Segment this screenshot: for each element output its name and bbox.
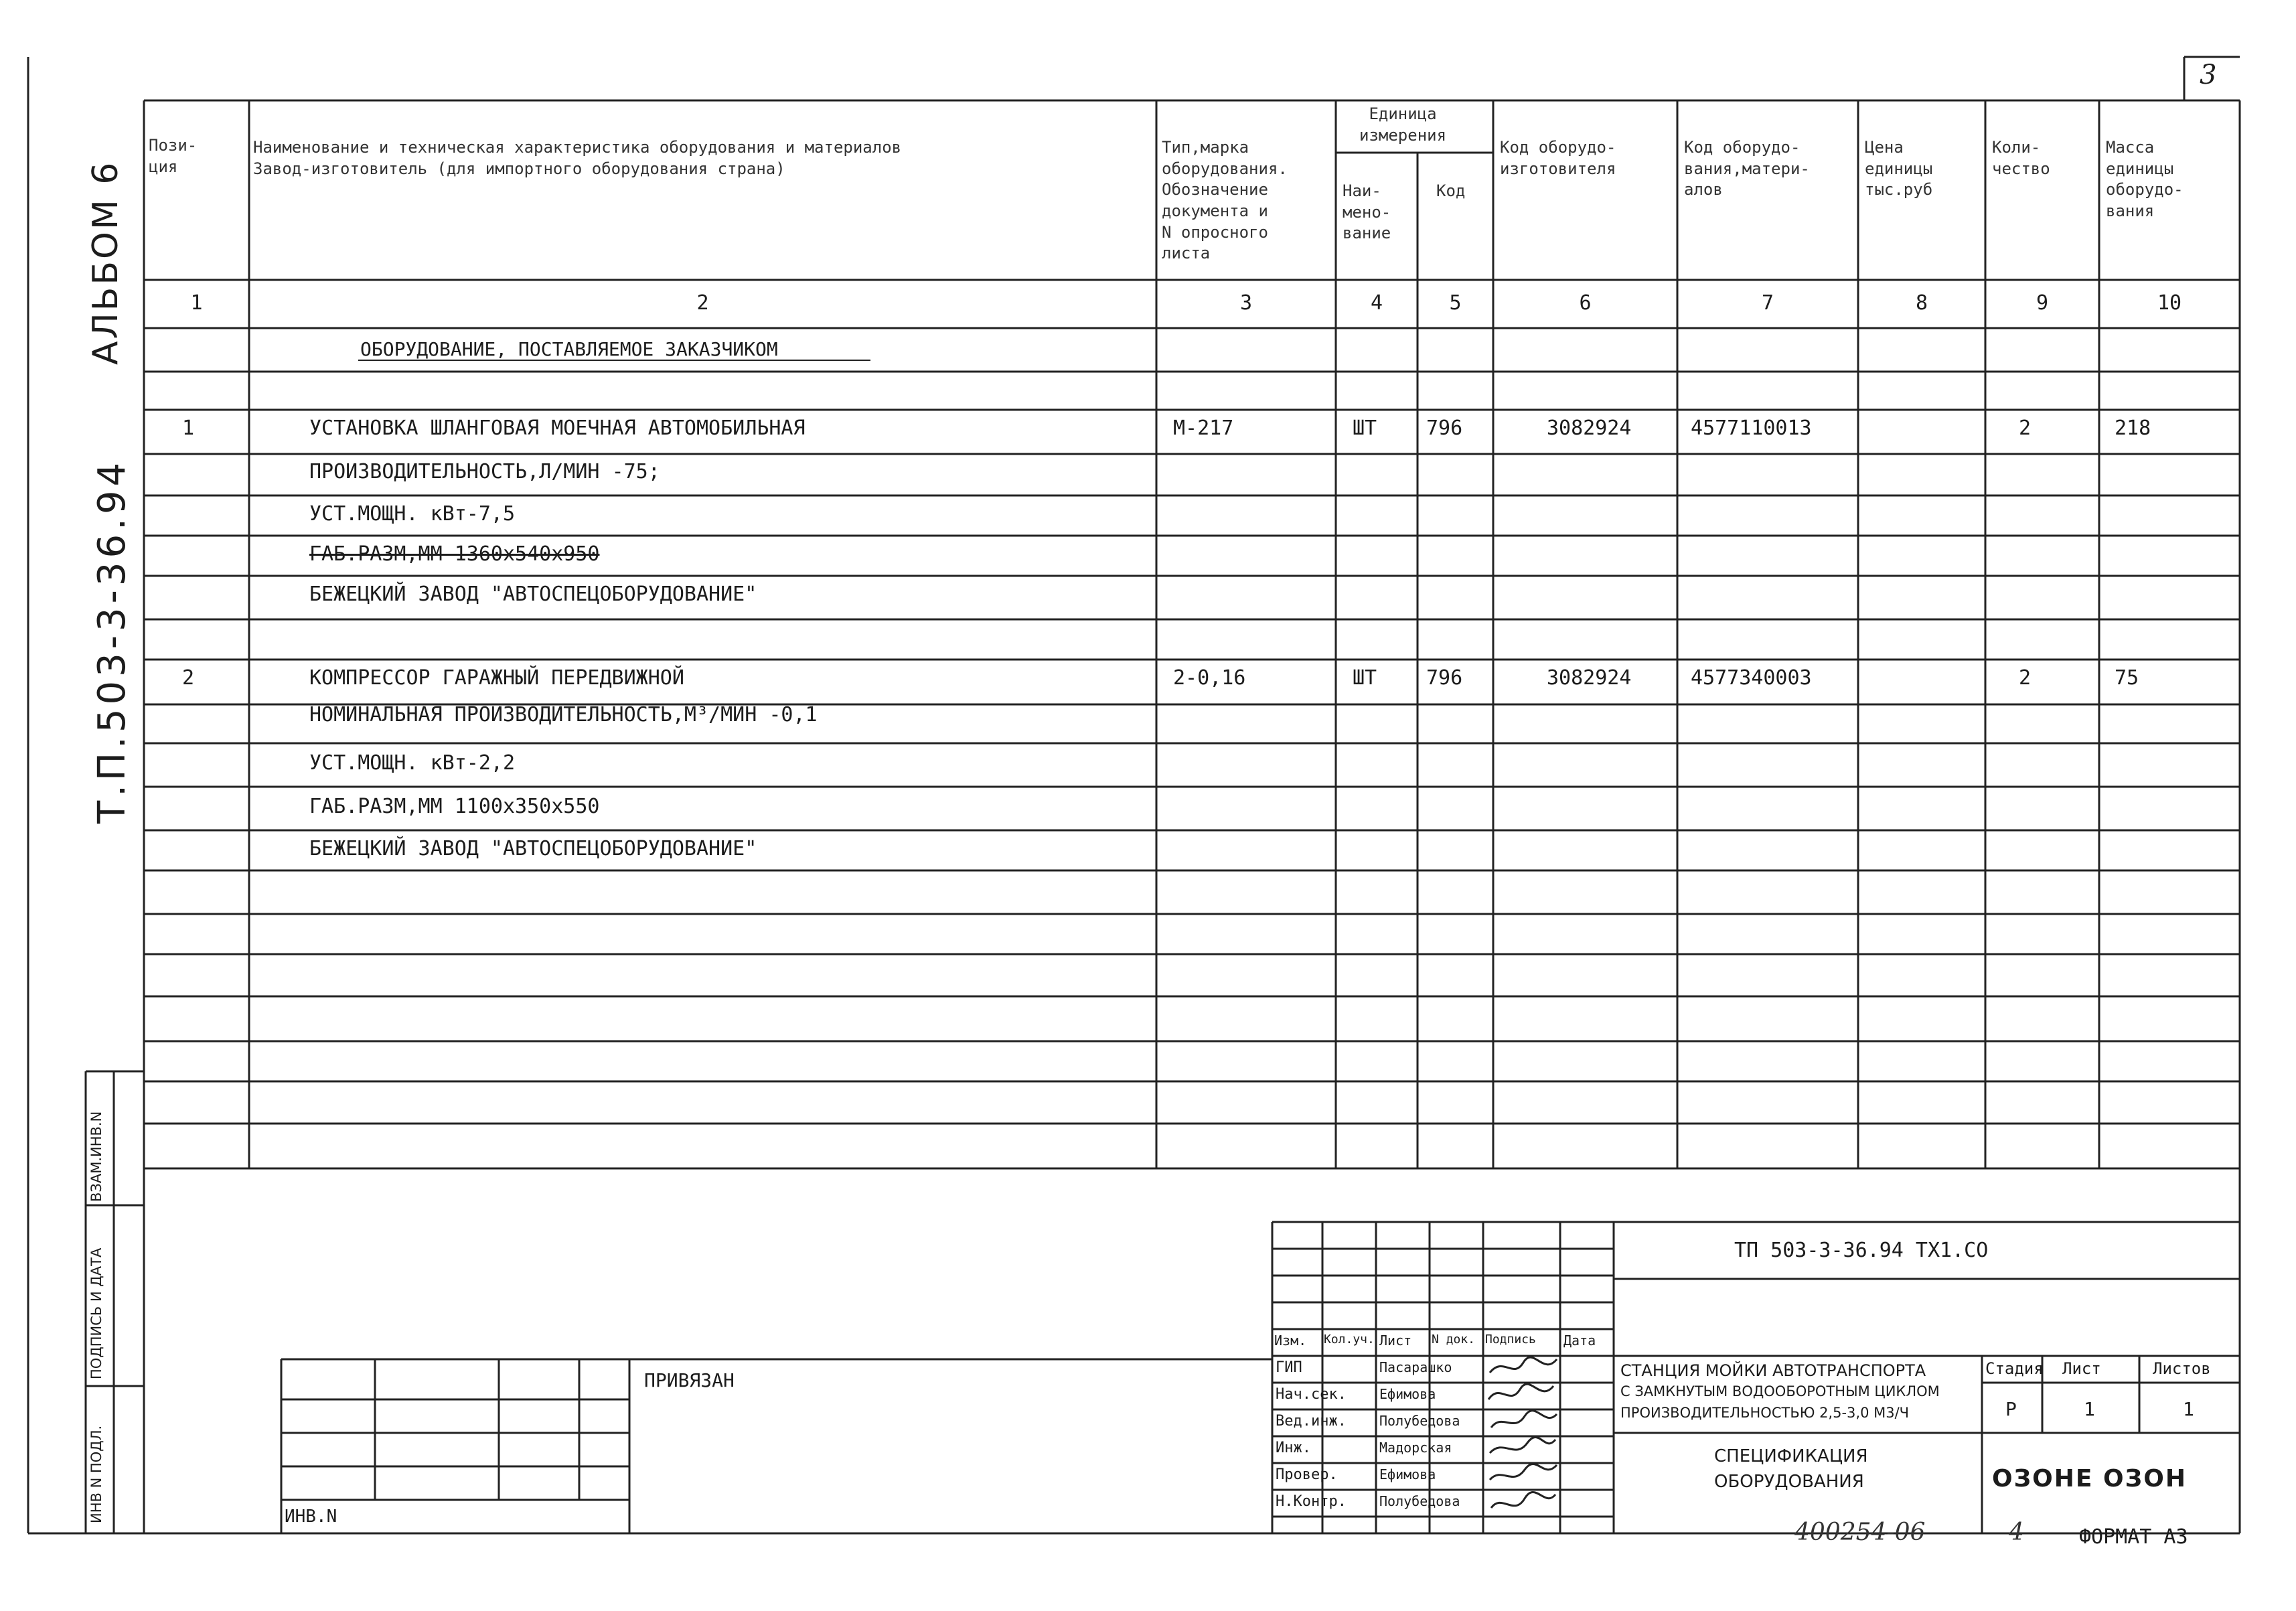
tb-role: Н.Контр. [1276,1493,1347,1510]
page-number: 4 [2009,1519,2024,1546]
item-1-unit-code: 796 [1426,416,1463,440]
sheet-title-line: СПЕЦИФИКАЦИЯ [1714,1446,1868,1466]
stamp-label-signature-date: ПОДПИСЬ И ДАТА [88,1247,104,1379]
header-unit-name: Наи- мено- вание [1343,181,1391,243]
header-mass: Масса единицы оборудо- вания [2106,138,2184,221]
item-2-spec-line: НОМИНАЛЬНАЯ ПРОИЗВОДИТЕЛЬНОСТЬ,М³/МИН -0,1 [309,703,818,726]
tb-col-data: Дата [1563,1332,1596,1349]
object-title-line: С ЗАМКНУТЫМ ВОДООБОРОТНЫМ ЦИКЛОМ [1620,1383,1940,1399]
col-number-2: 2 [696,291,709,315]
item-2-spec-line: ГАБ.РАЗМ,ММ 1100х350х550 [309,795,600,818]
col-number-4: 4 [1370,291,1383,315]
header-price: Цена единицы тыс.руб [1865,138,1933,200]
object-title-line: ПРОИЗВОДИТЕЛЬНОСТЬЮ 2,5-3,0 М3/Ч [1620,1405,1910,1421]
item-2-spec-line: УСТ.МОЩН. кВт-2,2 [309,751,516,775]
tb-role: Вед.инж. [1276,1413,1347,1430]
item-2-name: КОМПРЕССОР ГАРАЖНЫЙ ПЕРЕДВИЖНОЙ [309,666,684,690]
organization-logo [1992,1460,2233,1500]
item-1-quantity: 2 [2019,416,2032,440]
privyazan-label: ПРИВЯЗАН [644,1369,735,1391]
object-title-line: СТАНЦИЯ МОЙКИ АВТОТРАНСПОРТА [1620,1361,1926,1380]
col-number-6: 6 [1579,291,1592,315]
tb-role: Нач.сек. [1276,1386,1347,1403]
inv-label: ИНВ.N [285,1507,337,1527]
item-1-name: УСТАНОВКА ШЛАНГОВАЯ МОЕЧНАЯ АВТОМОБИЛЬНАЯ [309,416,806,440]
header-unit-group: Единица измерения [1359,104,1447,145]
item-2-unit: ШТ [1353,666,1377,690]
tb-col-list: Лист [1379,1332,1412,1349]
corner-sheet-number: 3 [2200,60,2217,90]
stamp-label-inv-podl: ИНВ N ПОДЛ. [88,1425,104,1523]
header-type: Тип,марка оборудования. Обозначение документа и N опросного листа [1162,138,1288,263]
tb-col-kol-uch: Кол.уч. [1324,1332,1375,1347]
tb-role: Инж. [1276,1440,1311,1456]
header-name: Наименование и техническая характеристика оборудования и материалов Завод-изготовитель (для импортного оборудования страна) [253,138,902,178]
sheets-value: 1 [2183,1398,2194,1420]
item-2-mass: 75 [2115,666,2139,690]
header-mfr-code: Код оборудо- изготовителя [1500,138,1616,178]
col-number-1: 1 [190,291,203,315]
project-code-vertical: Т.П.503-3-36.94 [90,458,134,824]
header-quantity: Коли- чество [1992,138,2050,178]
col-number-5: 5 [1449,291,1462,315]
format-label: ФОРМАТ А3 [2079,1525,2188,1549]
stage-value: Р [2005,1398,2017,1420]
col-number-10: 10 [2157,291,2182,315]
col-number-7: 7 [1761,291,1774,315]
item-1-mfr-code: 3082924 [1547,416,1632,440]
header-position: Пози- ция [149,136,198,176]
col-number-3: 3 [1239,291,1253,315]
doc-code: ТП 503-3-36.94 ТХ1.СО [1734,1239,1989,1262]
item-1-mass: 218 [2115,416,2151,440]
tb-role: Провер. [1276,1466,1338,1483]
col-number-8: 8 [1915,291,1928,315]
archive-number: 400254-06 [1794,1519,1926,1546]
tb-person: Ефимова [1379,1386,1436,1402]
item-2-unit-code: 796 [1426,666,1463,690]
item-2-equip-code: 4577340003 [1691,666,1812,690]
item-2-mfr-code: 3082924 [1547,666,1632,690]
tb-col-n-dok: N док. [1432,1332,1476,1347]
item-1-spec-line: УСТ.МОЩН. кВт-7,5 [309,502,516,526]
tb-person: Полубедова [1379,1493,1460,1509]
stamp-label-vzam-inv: ВЗАМ.ИНВ.N [88,1111,104,1202]
album-label: АЛЬБОМ 6 [86,160,126,365]
col-number-9: 9 [2036,291,2049,315]
item-2-type: 2-0,16 [1173,666,1246,690]
tb-col-izm: Изм. [1274,1332,1307,1349]
sheets-label: Листов [2153,1359,2211,1378]
item-2-position: 2 [182,666,195,690]
organization-name: ОЗОНЕ ОЗОН [1992,1465,2187,1492]
sheet-value: 1 [2084,1398,2095,1420]
item-1-position: 1 [182,416,195,440]
item-1-spec-line: ПРОИЗВОДИТЕЛЬНОСТЬ,Л/МИН -75; [309,460,660,483]
section-title: ОБОРУДОВАНИЕ, ПОСТАВЛЯЕМОЕ ЗАКАЗЧИКОМ [360,338,778,360]
tb-person: Полубедова [1379,1413,1460,1429]
item-1-type: М-217 [1173,416,1234,440]
tb-col-podpis: Подпись [1485,1332,1536,1347]
item-1-equip-code: 4577110013 [1691,416,1812,440]
item-1-unit: ШТ [1353,416,1377,440]
item-1-manufacturer: БЕЖЕЦКИЙ ЗАВОД "АВТОСПЕЦОБОРУДОВАНИЕ" [309,583,757,606]
header-unit-code: Код [1436,181,1466,200]
item-1-spec-line-struck: ГАБ.РАЗМ,ММ-1360х540х950 [309,542,600,566]
item-2-manufacturer: БЕЖЕЦКИЙ ЗАВОД "АВТОСПЕЦОБОРУДОВАНИЕ" [309,837,757,860]
tb-person: Пасарашко [1379,1359,1452,1375]
tb-role: ГИП [1276,1359,1302,1376]
signatures [1483,1353,1563,1533]
stage-label: Стадия [1985,1359,2044,1378]
sheet-label: Лист [2062,1359,2101,1378]
item-2-quantity: 2 [2019,666,2032,690]
tb-person: Мадорская [1379,1440,1452,1456]
header-equip-code: Код оборудо- вания,матери- алов [1684,138,1810,200]
tb-person: Ефимова [1379,1466,1436,1482]
sheet-title-line: ОБОРУДОВАНИЯ [1714,1472,1864,1492]
